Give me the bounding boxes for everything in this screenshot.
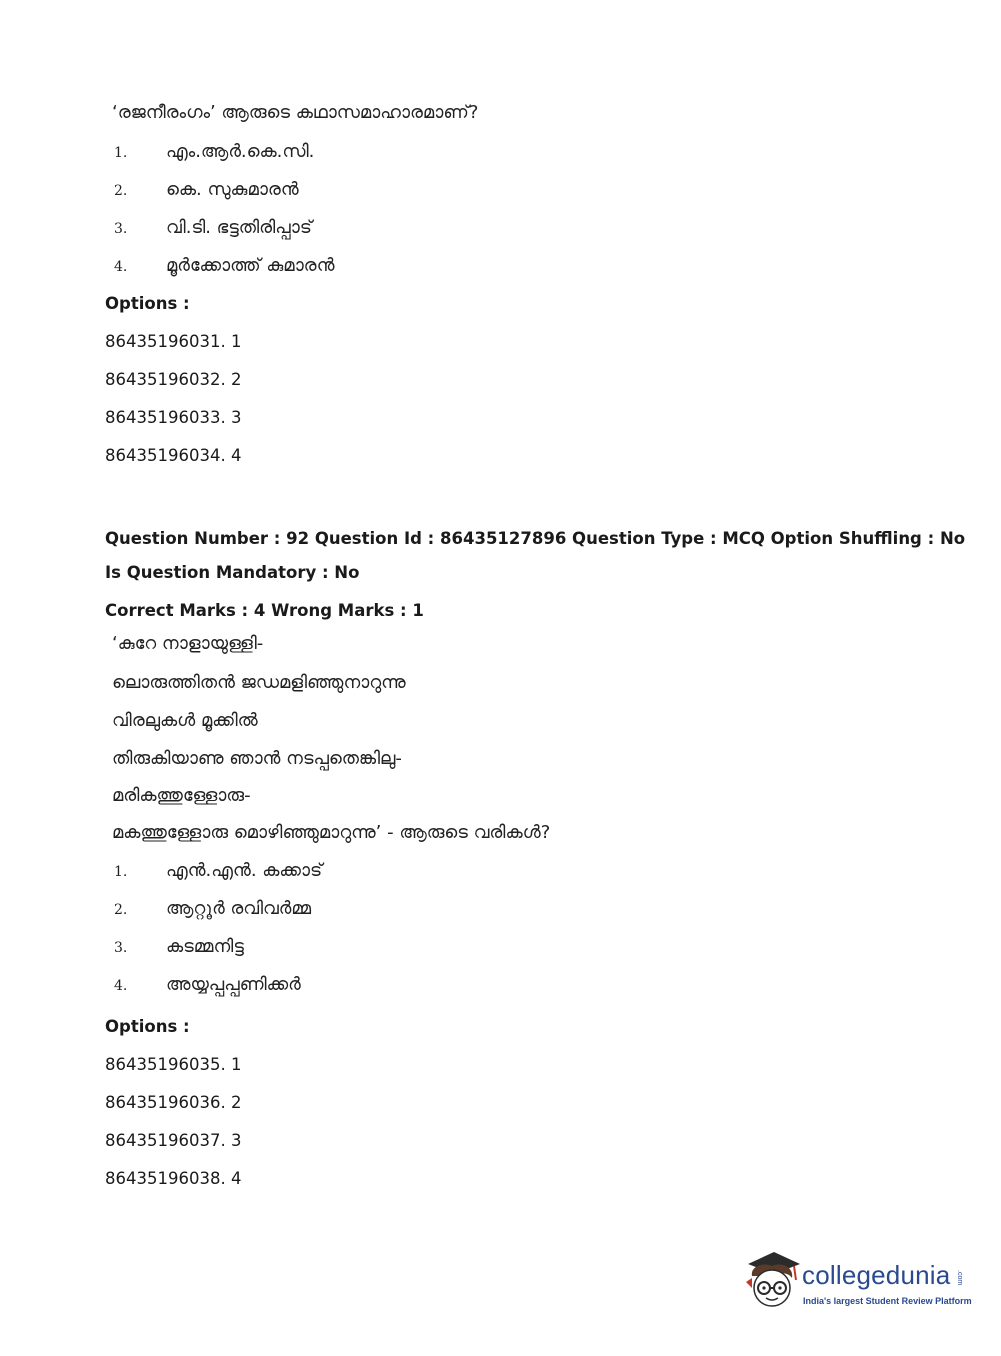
choice-number: 4.	[114, 978, 128, 994]
choice-text: കടമ്മനിട്ട	[166, 936, 244, 957]
q2-choice-3	[114, 936, 244, 957]
q2-meta-line-3: Correct Marks : 4 Wrong Marks : 1	[105, 601, 424, 620]
q2-question-line-6: മകത്തുള്ളോരു മൊഴിഞ്ഞുമാറുന്നു’ - ആരുടെ വരികൾ?	[112, 822, 551, 843]
choice-number: 2.	[114, 902, 128, 918]
q2-option-2: 86435196036. 2	[105, 1093, 242, 1112]
q1-option-4: 86435196034. 4	[105, 446, 242, 465]
choice-text: മൂർക്കോത്ത് കുമാരൻ	[166, 255, 335, 276]
choice-text: കെ. സുകുമാരൻ	[166, 179, 299, 200]
choice-text: അയ്യപ്പപ്പണിക്കർ	[166, 974, 301, 995]
q1-choice-3	[114, 217, 312, 238]
collegedunia-logo	[742, 1248, 972, 1318]
q2-option-3: 86435196037. 3	[105, 1131, 242, 1150]
choice-number: 1.	[114, 145, 128, 161]
choice-text: വി.ടി. ഭട്ടതിരിപ്പാട്	[166, 217, 312, 238]
logo-suffix: .com	[956, 1270, 963, 1286]
choice-number: 4.	[114, 259, 128, 275]
q2-meta-line-2: Is Question Mandatory : No	[105, 563, 360, 582]
q1-option-2: 86435196032. 2	[105, 370, 242, 389]
choice-number: 1.	[114, 864, 128, 880]
choice-text: എൻ.എൻ. കക്കാട്	[166, 860, 323, 881]
q1-choice-2	[114, 179, 299, 200]
choice-text: എം.ആർ.കെ.സി.	[166, 141, 315, 162]
q2-choice-2	[114, 898, 311, 919]
q1-option-3: 86435196033. 3	[105, 408, 242, 427]
q1-options-label: Options :	[105, 294, 190, 313]
choice-number: 3.	[114, 940, 128, 956]
q2-options-label: Options :	[105, 1017, 190, 1036]
q1-choice-4	[114, 255, 334, 276]
q2-question-line-2: ലൊരുത്തിതൻ ജഡമളിഞ്ഞുനാറുന്നു	[112, 672, 406, 693]
choice-number: 2.	[114, 183, 128, 199]
choice-number: 3.	[114, 221, 128, 237]
logo-tagline: India's largest Student Review Platform	[803, 1296, 972, 1306]
q1-choice-1	[114, 141, 314, 162]
q2-option-1: 86435196035. 1	[105, 1055, 242, 1074]
q2-choice-4	[114, 974, 301, 995]
q2-choice-1	[114, 860, 322, 881]
q2-question-line-3: വിരലുകൾ മൂക്കിൽ	[112, 710, 258, 731]
mascot-icon	[742, 1248, 804, 1318]
q1-question-text: ‘രജനീരംഗം’ ആരുടെ കഥാസമാഹാരമാണ്?	[112, 102, 479, 123]
q2-question-line-5: മരികത്തുള്ളോരു-	[112, 785, 251, 806]
q2-meta-line-1: Question Number : 92 Question Id : 86435127896 Question Type : MCQ Option Shuffling : No	[105, 529, 966, 548]
logo-wordmark: collegedunia	[802, 1260, 951, 1290]
q2-question-line-1: ‘കുറേ നാളായുള്ളി-	[112, 633, 264, 654]
q1-option-1: 86435196031. 1	[105, 332, 242, 351]
choice-text: ആറ്റൂർ രവിവർമ്മ	[166, 898, 312, 919]
q2-option-4: 86435196038. 4	[105, 1169, 242, 1188]
q2-question-line-4: തിരുകിയാണു ഞാൻ നടപ്പതെങ്കിലു-	[112, 748, 402, 769]
